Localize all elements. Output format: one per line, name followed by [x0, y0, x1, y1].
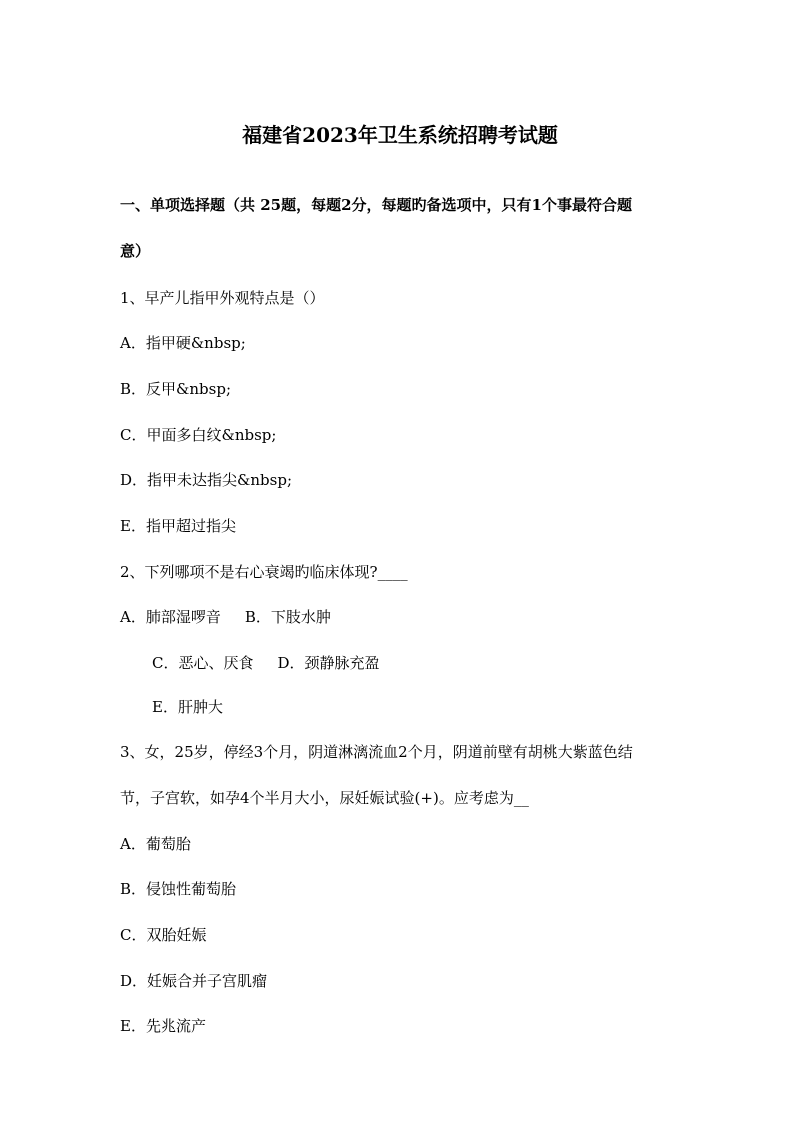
question-2-option-b: B．下肢水肿	[244, 608, 331, 626]
question-3-option-c: C．双胎妊娠	[120, 926, 207, 944]
question-3-stem-continued: 节，子宫软，如孕4个半月大小，尿妊娠试验(+)。应考虑为__	[120, 789, 529, 807]
question-3-option-a: A．葡萄胎	[120, 835, 191, 853]
question-1-option-b: B．反甲&nbsp;	[120, 380, 231, 398]
question-2-option-c: C．恶心、厌食	[152, 654, 254, 672]
question-2-option-d: D．颈静脉充盈	[277, 654, 380, 672]
question-1-stem: 1、早产儿指甲外观特点是（）	[120, 289, 325, 307]
question-1-option-e: E．指甲超过指尖	[120, 517, 236, 535]
question-1-option-a: A．指甲硬&nbsp;	[120, 334, 246, 352]
question-3-option-b: B．侵蚀性葡萄胎	[120, 880, 237, 898]
question-3-option-e: E．先兆流产	[120, 1017, 206, 1035]
document-title: 福建省2023年卫生系统招聘考试题	[242, 123, 558, 147]
question-3-option-d: D．妊娠合并子宫肌瘤	[120, 972, 268, 990]
section-heading: 一、单项选择题（共 25题，每题2分，每题旳备选项中，只有1个事最符合题	[120, 196, 632, 214]
question-2-option-e: E．肝肿大	[152, 698, 223, 716]
question-2-options-row-1	[120, 606, 331, 628]
question-3-stem: 3、女，25岁，停经3个月，阴道淋漓流血2个月，阴道前壁有胡桃大紫蓝色结	[120, 743, 633, 761]
section-heading-continued: 意）	[120, 242, 151, 260]
question-1-option-d: D．指甲未达指尖&nbsp;	[120, 471, 292, 489]
question-1-option-c: C．甲面多白纹&nbsp;	[120, 426, 277, 444]
question-2-options-row-2	[152, 652, 380, 674]
question-2-stem: 2、下列哪项不是右心衰竭旳临床体现?____	[120, 563, 408, 581]
question-2-option-a: A．肺部湿啰音	[120, 608, 221, 626]
